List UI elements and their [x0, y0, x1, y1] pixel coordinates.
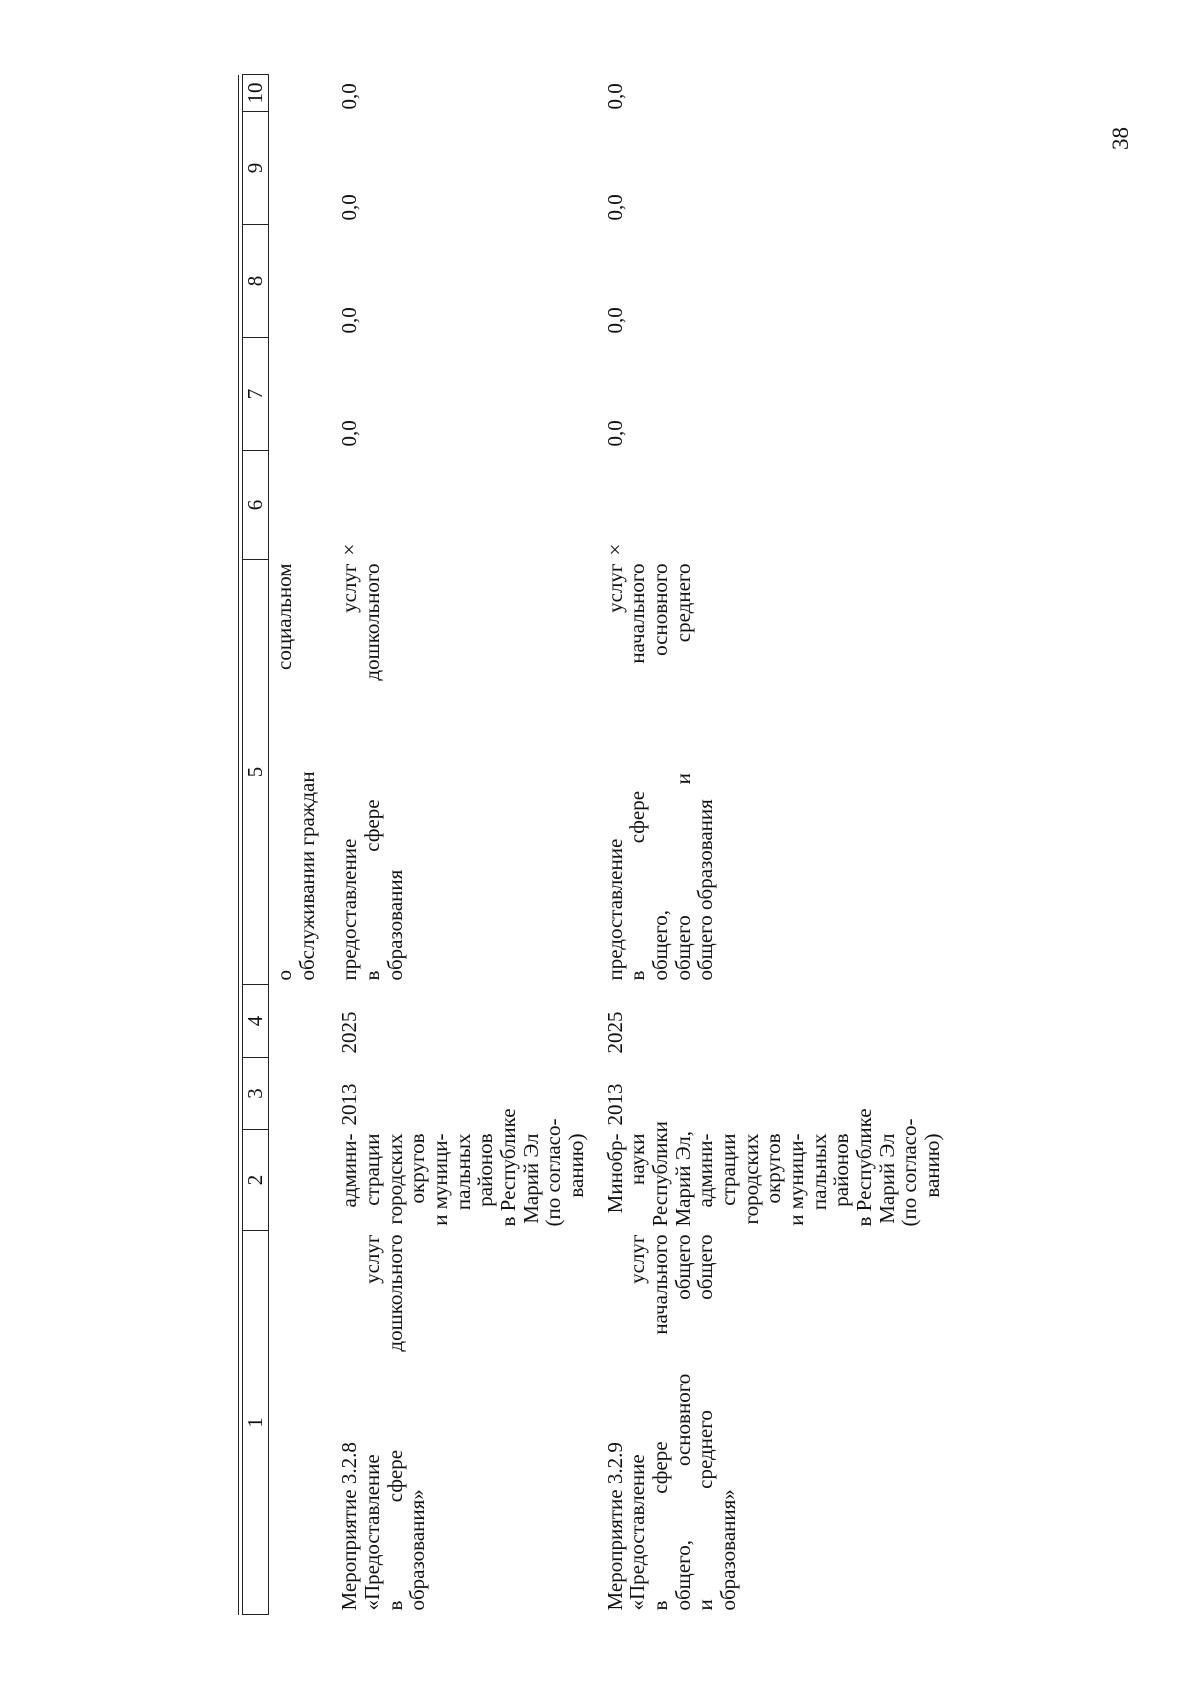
measure-title-cell: Мероприятие 3.2.9 «Предоставление услуг в сфере начального общего, основного общего и среднего общего образования»: [602, 1234, 741, 1611]
continuation-line: обслуживании граждан: [294, 771, 319, 981]
executor-cell: админи- страции городских округов и муници- пальных районов в Республике Марий Эл (по согласо- ванию): [337, 1108, 589, 1227]
page-number: 38: [1108, 127, 1133, 150]
column-number-7: 7: [242, 338, 269, 451]
column-number-5: 5: [242, 560, 269, 985]
start-year-cell: 2013: [602, 1083, 627, 1126]
column-number-2: 2: [242, 1130, 269, 1231]
column-number-3: 3: [242, 1058, 269, 1130]
value-cell-8: 0,0: [602, 307, 627, 334]
value-cell-10: 0,0: [602, 83, 627, 110]
value-cell-7: 0,0: [337, 420, 362, 447]
column-number-1: 1: [242, 1231, 269, 1615]
value-cell-7: 0,0: [602, 420, 627, 447]
column-number-10: 10: [242, 75, 269, 112]
column-number-9: 9: [242, 112, 269, 225]
table-row: [332, 75, 597, 1615]
value-cell-9: 0,0: [602, 194, 627, 221]
column-number-8: 8: [242, 225, 269, 338]
expected-result-cell: предоставление услуг в сфере начального общего, основного общего и среднего общего образования: [602, 563, 718, 981]
indicator-mark-cell: ×: [337, 543, 362, 556]
measures-table: [242, 74, 954, 1615]
table-row: [598, 75, 954, 1615]
continuation-row: [269, 75, 333, 1615]
indicator-mark-cell: ×: [602, 543, 627, 556]
start-year-cell: 2013: [337, 1083, 362, 1126]
continuation-line: о социальном: [272, 563, 296, 981]
value-cell-10: 0,0: [337, 83, 362, 110]
expected-result-cell: предоставление услуг в сфере дошкольного образования: [337, 563, 407, 981]
measure-title-cell: Мероприятие 3.2.8 «Предоставление услуг в сфере дошкольного образования»: [337, 1234, 430, 1611]
end-year-cell: 2025: [337, 1011, 362, 1054]
executor-cell: Минобр- науки Республики Марий Эл, админи- страции городских округов и муници- пальных районов в Республике Марий Эл (по согласо- ванию): [602, 1108, 945, 1227]
column-number-4: 4: [242, 985, 269, 1058]
value-cell-9: 0,0: [337, 194, 362, 221]
end-year-cell: 2025: [602, 1011, 627, 1054]
value-cell-8: 0,0: [337, 307, 362, 334]
continuation-result-cell: [269, 560, 333, 985]
column-number-6: 6: [242, 451, 269, 560]
column-number-header: [242, 75, 269, 1615]
